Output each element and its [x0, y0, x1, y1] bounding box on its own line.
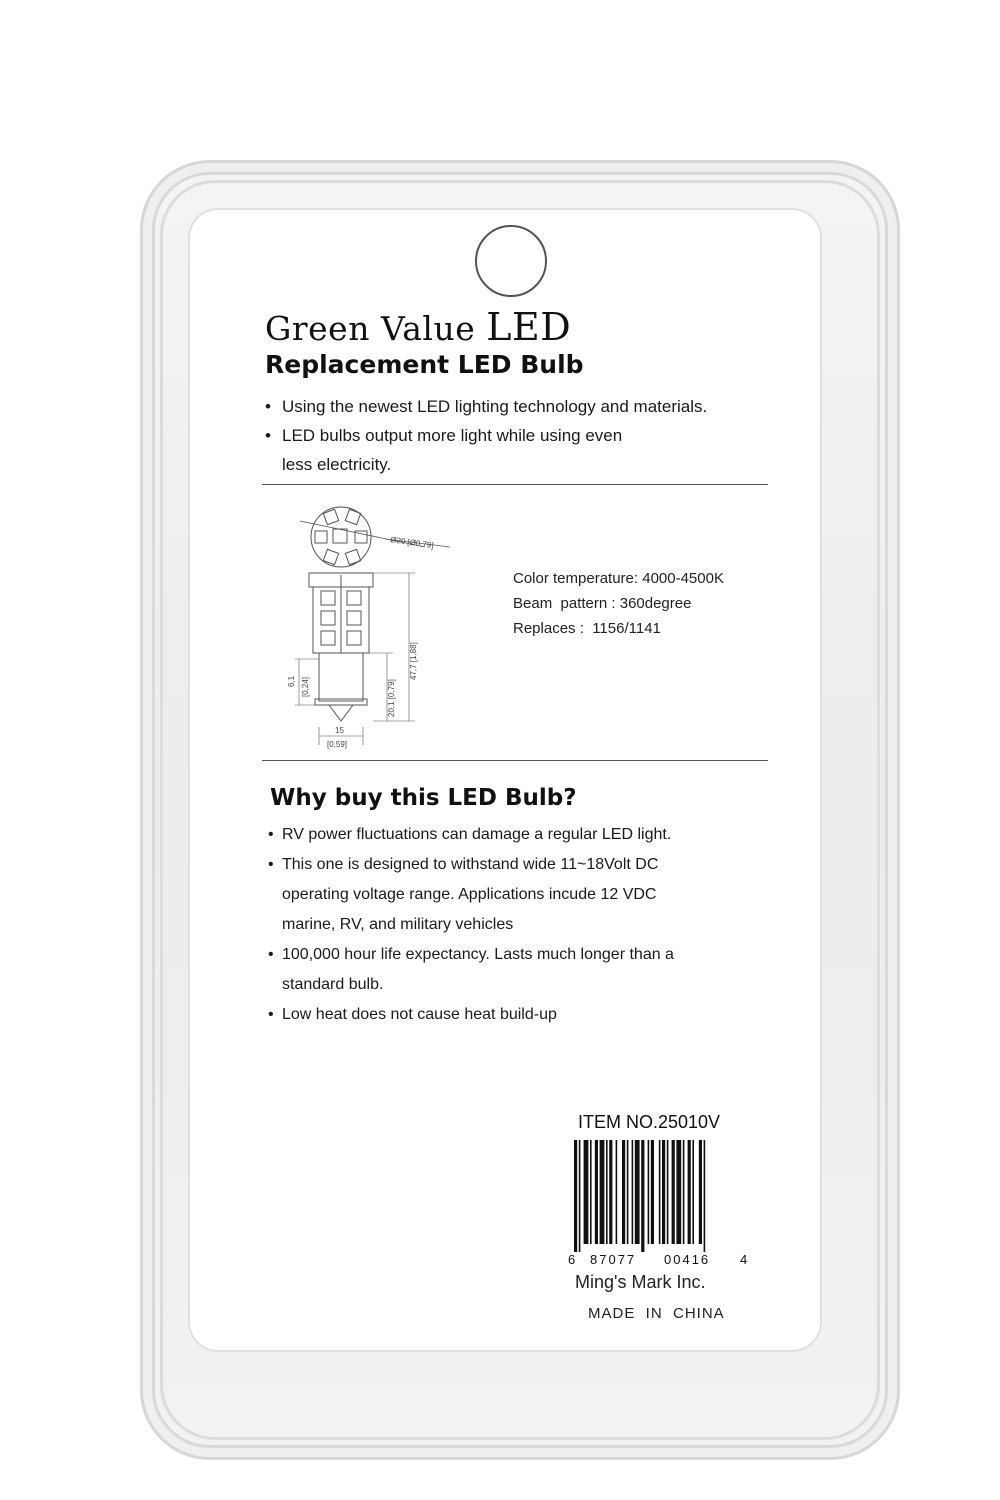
- barcode-bar: [641, 1140, 644, 1252]
- bulb-top-view: [300, 507, 450, 567]
- barcode-bar: [699, 1140, 702, 1244]
- brand-name: [265, 305, 571, 349]
- barcode-bar: [672, 1140, 675, 1244]
- barcode-bar: [595, 1140, 598, 1244]
- diameter-label: Ø20 [Ø0,79]: [389, 535, 435, 551]
- product-title: Replacement LED Bulb: [265, 350, 584, 379]
- barcode-digit-first: 6: [568, 1252, 576, 1267]
- barcode-bar: [662, 1140, 665, 1244]
- spec-beam-pattern: Beam pattern : 360degree: [513, 595, 692, 612]
- barcode-bar: [590, 1140, 592, 1244]
- barcode-bar: [584, 1140, 589, 1244]
- width-label-in: [0,59]: [327, 740, 348, 749]
- barcode-bar: [651, 1140, 654, 1244]
- barcode-bar: [704, 1140, 706, 1252]
- width-label: 15: [335, 726, 344, 735]
- barcode-bar: [667, 1140, 669, 1244]
- bulb-side-view: [295, 573, 415, 745]
- spec-list: [513, 566, 724, 641]
- why-bullet: • This one is designed to withstand wide 11~18Volt DC operating voltage range. Applications incude 12 VDC marine, RV, and military vehicles: [268, 850, 702, 940]
- barcode-bar: [635, 1140, 640, 1244]
- manufacturer: Ming's Mark Inc.: [575, 1272, 706, 1292]
- intro-bullet-list: [265, 392, 785, 479]
- barcode-bar: [627, 1140, 629, 1244]
- divider-top: [262, 484, 768, 485]
- barcode-digits-left: 87077: [590, 1252, 637, 1267]
- country-of-origin: MADE IN CHINA: [588, 1305, 725, 1322]
- pin-label-in: [0,24]: [301, 676, 310, 697]
- barcode-bar: [609, 1140, 612, 1244]
- barcode-bar: [676, 1140, 681, 1244]
- barcode-digits-right: 00416: [664, 1252, 711, 1267]
- barcode-bar: [600, 1140, 605, 1244]
- barcode-bar: [574, 1140, 577, 1252]
- why-bullet-list: [268, 820, 738, 1030]
- spec-replaces: Replaces : 1156/1141: [513, 620, 661, 637]
- intro-bullet: • Using the newest LED lighting technology and materials.: [265, 392, 785, 421]
- barcode-bar: [579, 1140, 581, 1252]
- base-label: 20,1 [0,79]: [387, 679, 396, 717]
- item-number: ITEM NO.25010V: [578, 1112, 721, 1132]
- spec-color-temperature: Color temperature: 4000-4500K: [513, 570, 724, 587]
- barcode-bar: [622, 1140, 625, 1244]
- barcode-bar: [616, 1140, 618, 1244]
- barcode-bar: [692, 1140, 694, 1244]
- why-bullet: • RV power fluctuations can damage a regular LED light.: [268, 820, 738, 850]
- divider-bottom: [262, 760, 768, 761]
- why-heading: Why buy this LED Bulb?: [270, 785, 577, 811]
- barcode-bar: [688, 1140, 691, 1244]
- pin-label: 6,1: [287, 675, 296, 687]
- intro-bullet: • LED bulbs output more light while using even less electricity.: [265, 421, 652, 479]
- height-label: 47,7 [1,88]: [409, 642, 418, 680]
- bulb-dimension-diagram: [285, 495, 465, 755]
- why-bullet: • Low heat does not cause heat build-up: [268, 1000, 738, 1030]
- barcode-bar: [659, 1140, 661, 1244]
- barcode-digit-last: 4: [740, 1252, 748, 1267]
- brand-suffix: LED: [486, 305, 572, 349]
- barcode: [572, 1140, 742, 1252]
- brand-main: Green Value: [265, 309, 476, 348]
- barcode-bar: [683, 1140, 685, 1244]
- barcode-bar: [606, 1140, 608, 1244]
- barcode-bar: [648, 1140, 650, 1244]
- barcode-bar: [632, 1140, 634, 1244]
- why-bullet: • 100,000 hour life expectancy. Lasts much longer than a standard bulb.: [268, 940, 712, 1000]
- hang-hole: [475, 225, 547, 297]
